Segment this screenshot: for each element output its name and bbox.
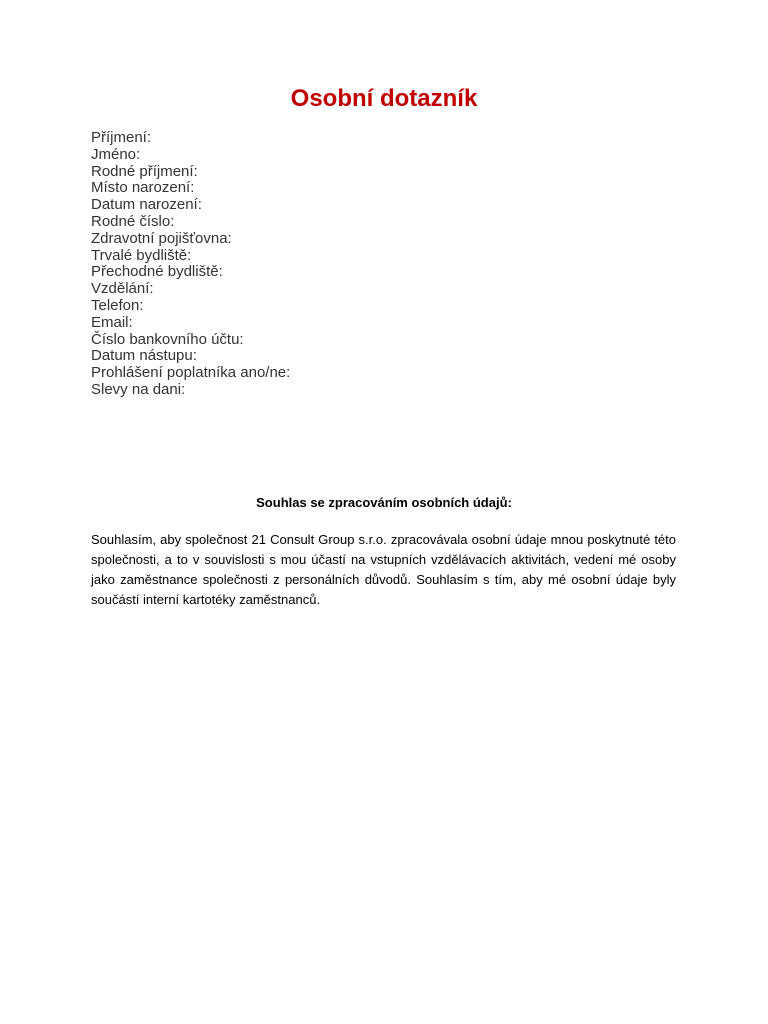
field-label-bank-account: Číslo bankovního účtu: [91,330,244,348]
field-label-health-insurance: Zdravotní pojišťovna: [91,229,232,247]
field-label-temporary-address: Přechodné bydliště: [91,263,223,281]
field-label-surname: Příjmení: [91,129,152,146]
field-label-tax-discounts: Slevy na dani: [91,380,186,398]
field-label-first-name: Jméno: [91,145,141,163]
questionnaire-fields [91,130,290,399]
consent-text: Souhlasím, aby společnost 21 Consult Group s.r.o. zpracovávala osobní údaje mnou poskytnuté této společnosti, a to v souvislosti s mou účastí na vstupních vzdělávacích aktivitách, vedení mé osoby jako zaměstnance společnosti z personálních důvodů. Souhlasím s tím, aby mé osobní údaje byly součástí interní kartotéky zaměstnanců. [91,532,676,607]
field-label-birthplace: Místo narození: [91,179,195,197]
field-label-start-date: Datum nástupu: [91,347,197,365]
field-label-birth-date: Datum narození: [91,196,202,214]
field-label-permanent-address: Trvalé bydliště: [91,246,192,264]
consent-heading: Souhlas se zpracováním osobních údajů: [256,495,512,510]
field-label-email: Email: [91,313,133,331]
field-label-birth-number: Rodné číslo: [91,212,175,230]
field-label-taxpayer-declaration: Prohlášení poplatníka ano/ne: [91,364,291,382]
field-label-phone: Telefon: [91,296,144,314]
page-title: Osobní dotazník [290,85,478,112]
field-label-education: Vzdělání: [91,280,154,298]
field-label-birth-surname: Rodné příjmení: [91,162,198,180]
